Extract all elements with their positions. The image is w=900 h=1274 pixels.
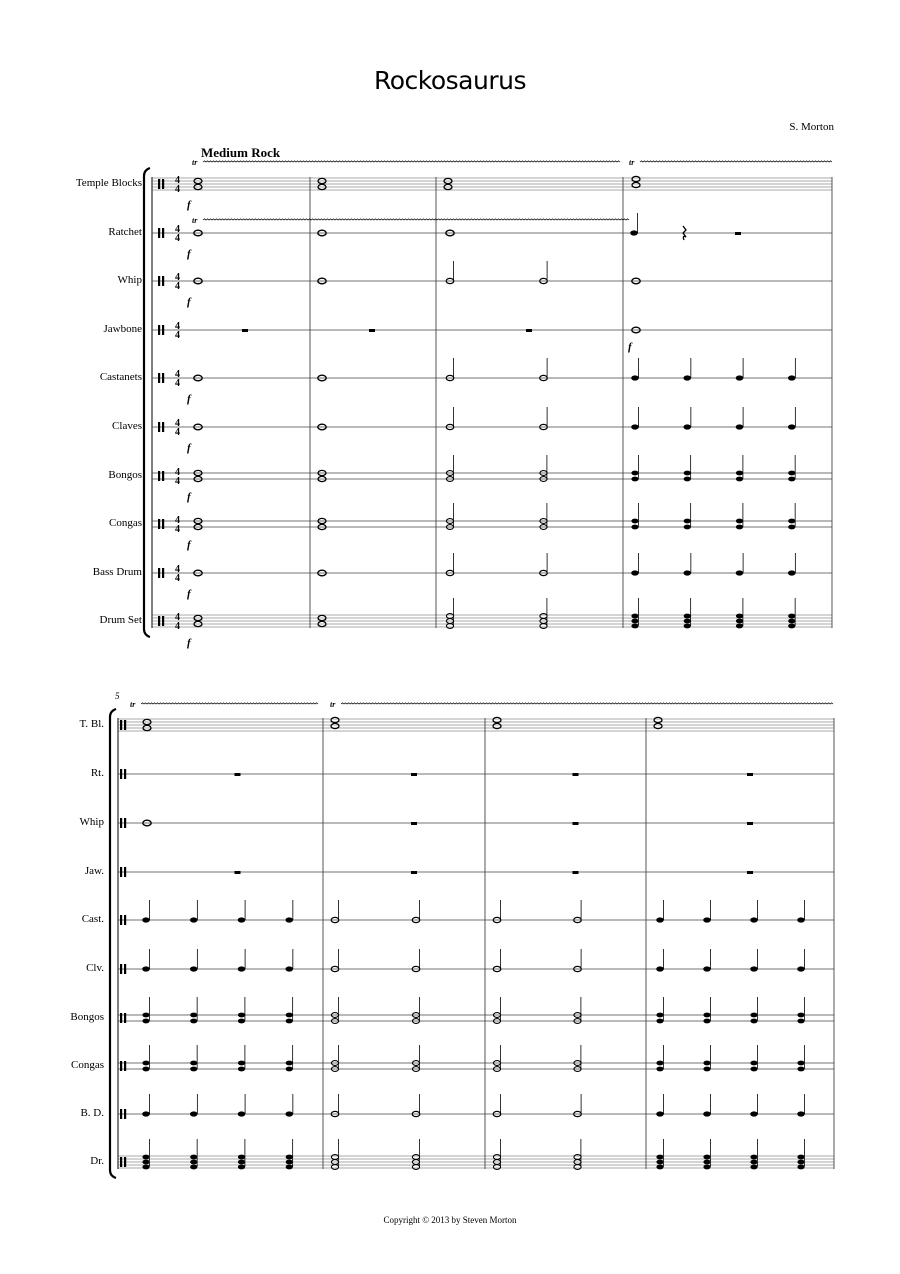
quarter-note bbox=[684, 525, 691, 530]
quarter-note bbox=[750, 917, 758, 922]
quarter-note bbox=[736, 424, 744, 429]
quarter-note bbox=[703, 1067, 710, 1072]
dynamic-marking: f bbox=[187, 442, 191, 454]
half-note bbox=[540, 614, 547, 619]
percussion-clef bbox=[120, 915, 122, 925]
quarter-note bbox=[238, 917, 246, 922]
trill-line bbox=[640, 161, 832, 162]
half-note bbox=[574, 1155, 581, 1160]
quarter-note bbox=[797, 1160, 804, 1165]
quarter-note bbox=[797, 1155, 804, 1160]
quarter-note bbox=[788, 424, 796, 429]
quarter-note bbox=[285, 966, 293, 971]
quarter-note bbox=[703, 1019, 710, 1024]
quarter-note bbox=[631, 614, 638, 619]
quarter-note bbox=[238, 1155, 245, 1160]
instrument-label: Drum Set bbox=[99, 614, 142, 626]
whole-rest bbox=[747, 871, 753, 874]
instrument-label: Clv. bbox=[86, 962, 104, 974]
percussion-clef bbox=[162, 325, 164, 335]
quarter-note bbox=[286, 1019, 293, 1024]
quarter-note bbox=[797, 1165, 804, 1170]
whole-rest bbox=[411, 871, 417, 874]
percussion-clef bbox=[162, 276, 164, 286]
quarter-note bbox=[656, 966, 664, 971]
percussion-clef bbox=[120, 964, 122, 974]
quarter-note bbox=[631, 525, 638, 530]
quarter-note bbox=[656, 1155, 663, 1160]
quarter-note bbox=[286, 1165, 293, 1170]
half-note bbox=[331, 1155, 338, 1160]
percussion-clef bbox=[162, 519, 164, 529]
percussion-clef bbox=[124, 1157, 126, 1167]
instrument-label: Castanets bbox=[99, 371, 142, 383]
instrument-label: Ratchet bbox=[108, 226, 142, 238]
quarter-note bbox=[788, 471, 795, 476]
whole-rest bbox=[573, 773, 579, 776]
quarter-note bbox=[788, 375, 796, 380]
quarter-note bbox=[238, 1013, 245, 1018]
quarter-note bbox=[142, 1111, 150, 1116]
copyright-notice: Copyright © 2013 by Steven Morton bbox=[383, 1215, 517, 1225]
percussion-clef bbox=[162, 616, 164, 626]
percussion-clef bbox=[124, 915, 126, 925]
quarter-note bbox=[656, 1019, 663, 1024]
percussion-clef bbox=[162, 568, 164, 578]
quarter-note bbox=[631, 619, 638, 624]
percussion-clef bbox=[120, 1109, 122, 1119]
quarter-note bbox=[750, 1019, 757, 1024]
percussion-clef bbox=[162, 179, 164, 189]
percussion-clef bbox=[124, 720, 126, 730]
quarter-note bbox=[788, 525, 795, 530]
quarter-note bbox=[285, 1111, 293, 1116]
quarter-note bbox=[797, 1013, 804, 1018]
quarter-note bbox=[750, 1111, 758, 1116]
percussion-clef bbox=[120, 769, 122, 779]
percussion-clef bbox=[162, 228, 164, 238]
whole-rest bbox=[735, 232, 741, 235]
percussion-clef bbox=[158, 519, 160, 529]
percussion-clef bbox=[124, 818, 126, 828]
percussion-clef bbox=[162, 422, 164, 432]
time-signature: 4 bbox=[175, 573, 180, 584]
percussion-clef bbox=[158, 471, 160, 481]
dynamic-marking: f bbox=[187, 539, 191, 551]
percussion-clef bbox=[158, 179, 160, 189]
quarter-note bbox=[286, 1155, 293, 1160]
quarter-note bbox=[238, 1019, 245, 1024]
quarter-note bbox=[190, 1013, 197, 1018]
trill-line bbox=[141, 703, 318, 704]
quarter-note bbox=[238, 1061, 245, 1066]
quarter-note bbox=[684, 471, 691, 476]
instrument-label: Congas bbox=[71, 1059, 104, 1071]
percussion-clef bbox=[120, 720, 122, 730]
percussion-clef bbox=[120, 1061, 122, 1071]
instrument-label: Dr. bbox=[90, 1155, 104, 1167]
quarter-note bbox=[703, 1061, 710, 1066]
percussion-clef bbox=[124, 964, 126, 974]
percussion-clef bbox=[158, 568, 160, 578]
instrument-label: Whip bbox=[117, 274, 142, 286]
time-signature: 4 bbox=[175, 515, 180, 526]
quarter-note bbox=[750, 1165, 757, 1170]
whole-rest bbox=[573, 822, 579, 825]
whole-rest bbox=[526, 329, 532, 332]
whole-rest bbox=[235, 773, 241, 776]
quarter-note bbox=[142, 1019, 149, 1024]
quarter-note bbox=[788, 614, 795, 619]
quarter-note bbox=[631, 477, 638, 482]
quarter-note bbox=[190, 1067, 197, 1072]
trill-line bbox=[203, 161, 620, 162]
quarter-note bbox=[797, 917, 805, 922]
dynamic-marking: f bbox=[187, 296, 191, 308]
instrument-label: Bass Drum bbox=[92, 566, 142, 578]
half-note bbox=[446, 624, 453, 629]
quarter-note bbox=[683, 375, 691, 380]
quarter-note bbox=[656, 1061, 663, 1066]
quarter-note bbox=[797, 1111, 805, 1116]
quarter-note bbox=[631, 471, 638, 476]
quarter-note bbox=[703, 917, 711, 922]
instrument-label: Whip bbox=[79, 816, 104, 828]
quarter-note bbox=[630, 230, 638, 235]
quarter-note bbox=[142, 966, 150, 971]
time-signature: 4 bbox=[175, 224, 180, 235]
quarter-note bbox=[703, 1165, 710, 1170]
quarter-note bbox=[788, 519, 795, 524]
time-signature: 4 bbox=[175, 281, 180, 292]
quarter-note bbox=[736, 525, 743, 530]
quarter-note bbox=[238, 1067, 245, 1072]
whole-rest bbox=[411, 822, 417, 825]
trill-line bbox=[203, 219, 629, 220]
percussion-clef bbox=[158, 228, 160, 238]
half-note bbox=[412, 1165, 419, 1170]
quarter-note bbox=[190, 1165, 197, 1170]
quarter-note bbox=[631, 519, 638, 524]
quarter-note bbox=[190, 1160, 197, 1165]
quarter-note bbox=[684, 614, 691, 619]
quarter-note bbox=[684, 624, 691, 629]
quarter-note bbox=[238, 966, 246, 971]
quarter-note bbox=[703, 1111, 711, 1116]
trill-marking: tr bbox=[192, 158, 198, 167]
quarter-note bbox=[736, 477, 743, 482]
whole-rest bbox=[369, 329, 375, 332]
quarter-note bbox=[142, 1165, 149, 1170]
quarter-note bbox=[656, 917, 664, 922]
quarter-note bbox=[238, 1160, 245, 1165]
time-signature: 4 bbox=[175, 233, 180, 244]
score-title: Rockosaurus bbox=[373, 66, 526, 95]
instrument-label: T. Bl. bbox=[79, 718, 104, 730]
instrument-label: Bongos bbox=[108, 469, 142, 481]
quarter-note bbox=[656, 1013, 663, 1018]
quarter-note bbox=[142, 1061, 149, 1066]
instrument-label: Claves bbox=[112, 420, 142, 432]
time-signature: 4 bbox=[175, 467, 180, 478]
time-signature: 4 bbox=[175, 330, 180, 341]
trill-marking: tr bbox=[330, 700, 336, 709]
quarter-note bbox=[788, 619, 795, 624]
half-note bbox=[412, 1155, 419, 1160]
trill-marking: tr bbox=[192, 216, 198, 225]
trill-marking: tr bbox=[629, 158, 635, 167]
time-signature: 4 bbox=[175, 184, 180, 195]
percussion-clef bbox=[120, 818, 122, 828]
percussion-clef bbox=[124, 1061, 126, 1071]
quarter-note bbox=[703, 1155, 710, 1160]
quarter-note bbox=[656, 1165, 663, 1170]
time-signature: 4 bbox=[175, 321, 180, 332]
dynamic-marking: f bbox=[187, 393, 191, 405]
quarter-note bbox=[285, 917, 293, 922]
percussion-clef bbox=[124, 1013, 126, 1023]
tempo-marking: Medium Rock bbox=[201, 145, 281, 160]
quarter-note bbox=[797, 1061, 804, 1066]
quarter-note bbox=[142, 1067, 149, 1072]
quarter-note bbox=[750, 966, 758, 971]
whole-rest bbox=[235, 871, 241, 874]
time-signature: 4 bbox=[175, 427, 180, 438]
percussion-clef bbox=[120, 867, 122, 877]
quarter-note bbox=[703, 1160, 710, 1165]
dynamic-marking: f bbox=[187, 637, 191, 649]
quarter-note bbox=[703, 1013, 710, 1018]
quarter-note bbox=[286, 1067, 293, 1072]
quarter-note bbox=[631, 375, 639, 380]
instrument-label: B. D. bbox=[80, 1107, 104, 1119]
whole-rest bbox=[747, 822, 753, 825]
quarter-note bbox=[684, 477, 691, 482]
quarter-note bbox=[797, 966, 805, 971]
quarter-note bbox=[631, 570, 639, 575]
quarter-note bbox=[142, 917, 150, 922]
quarter-note bbox=[190, 1155, 197, 1160]
quarter-note bbox=[683, 424, 691, 429]
quarter-note bbox=[788, 570, 796, 575]
quarter-note bbox=[190, 1111, 198, 1116]
instrument-label: Cast. bbox=[81, 913, 104, 925]
quarter-note bbox=[656, 1111, 664, 1116]
half-note bbox=[493, 1155, 500, 1160]
time-signature: 4 bbox=[175, 524, 180, 535]
dynamic-marking: f bbox=[187, 588, 191, 600]
quarter-note bbox=[656, 1160, 663, 1165]
quarter-note bbox=[736, 619, 743, 624]
half-note bbox=[331, 1165, 338, 1170]
time-signature: 4 bbox=[175, 612, 180, 623]
quarter-note bbox=[238, 1111, 246, 1116]
whole-rest bbox=[747, 773, 753, 776]
quarter-note bbox=[142, 1013, 149, 1018]
quarter-note bbox=[788, 477, 795, 482]
half-note bbox=[574, 1165, 581, 1170]
time-signature: 4 bbox=[175, 418, 180, 429]
quarter-note bbox=[750, 1061, 757, 1066]
quarter-note bbox=[684, 619, 691, 624]
quarter-note bbox=[797, 1019, 804, 1024]
quarter-note bbox=[631, 424, 639, 429]
percussion-clef bbox=[162, 373, 164, 383]
quarter-note bbox=[683, 570, 691, 575]
time-signature: 4 bbox=[175, 378, 180, 389]
quarter-note bbox=[238, 1165, 245, 1170]
instrument-label: Congas bbox=[109, 517, 142, 529]
time-signature: 4 bbox=[175, 272, 180, 283]
whole-rest bbox=[411, 773, 417, 776]
quarter-note bbox=[684, 519, 691, 524]
quarter-note bbox=[736, 519, 743, 524]
instrument-label: Bongos bbox=[70, 1011, 104, 1023]
time-signature: 4 bbox=[175, 369, 180, 380]
quarter-note bbox=[286, 1061, 293, 1066]
dynamic-marking: f bbox=[187, 248, 191, 260]
quarter-note bbox=[736, 375, 744, 380]
percussion-clef bbox=[158, 276, 160, 286]
dynamic-marking: f bbox=[628, 341, 632, 353]
whole-rest bbox=[242, 329, 248, 332]
instrument-label: Temple Blocks bbox=[75, 177, 142, 189]
percussion-clef bbox=[162, 471, 164, 481]
trill-line bbox=[341, 703, 833, 704]
quarter-note bbox=[703, 966, 711, 971]
trill-marking: tr bbox=[130, 700, 136, 709]
quarter-note bbox=[656, 1067, 663, 1072]
system-bracket bbox=[144, 168, 150, 637]
whole-rest bbox=[573, 871, 579, 874]
percussion-clef bbox=[158, 325, 160, 335]
quarter-note bbox=[750, 1155, 757, 1160]
half-note bbox=[493, 1165, 500, 1170]
quarter-note bbox=[631, 624, 638, 629]
half-note bbox=[540, 624, 547, 629]
quarter-note bbox=[286, 1013, 293, 1018]
percussion-clef bbox=[120, 1157, 122, 1167]
percussion-clef bbox=[120, 1013, 122, 1023]
quarter-note bbox=[736, 624, 743, 629]
time-signature: 4 bbox=[175, 621, 180, 632]
percussion-clef bbox=[158, 616, 160, 626]
quarter-note bbox=[750, 1013, 757, 1018]
quarter-note bbox=[788, 624, 795, 629]
time-signature: 4 bbox=[175, 175, 180, 186]
quarter-note bbox=[736, 570, 744, 575]
quarter-note bbox=[142, 1160, 149, 1165]
dynamic-marking: f bbox=[187, 199, 191, 211]
system-bracket bbox=[110, 709, 116, 1178]
quarter-note bbox=[190, 917, 198, 922]
percussion-clef bbox=[124, 769, 126, 779]
percussion-clef bbox=[124, 867, 126, 877]
composer-credit: S. Morton bbox=[789, 121, 834, 133]
percussion-clef bbox=[124, 1109, 126, 1119]
quarter-note bbox=[750, 1067, 757, 1072]
quarter-note bbox=[750, 1160, 757, 1165]
quarter-note bbox=[190, 1061, 197, 1066]
measure-number: 5 bbox=[115, 691, 120, 701]
quarter-note bbox=[736, 614, 743, 619]
percussion-clef bbox=[158, 373, 160, 383]
quarter-note bbox=[190, 1019, 197, 1024]
dynamic-marking: f bbox=[187, 491, 191, 503]
instrument-label: Rt. bbox=[90, 767, 104, 779]
half-note bbox=[446, 614, 453, 619]
time-signature: 4 bbox=[175, 564, 180, 575]
quarter-note bbox=[736, 471, 743, 476]
quarter-note bbox=[286, 1160, 293, 1165]
quarter-note bbox=[797, 1067, 804, 1072]
quarter-note bbox=[142, 1155, 149, 1160]
instrument-label: Jawbone bbox=[103, 323, 142, 335]
percussion-clef bbox=[158, 422, 160, 432]
quarter-note bbox=[190, 966, 198, 971]
time-signature: 4 bbox=[175, 476, 180, 487]
instrument-label: Jaw. bbox=[84, 865, 104, 877]
